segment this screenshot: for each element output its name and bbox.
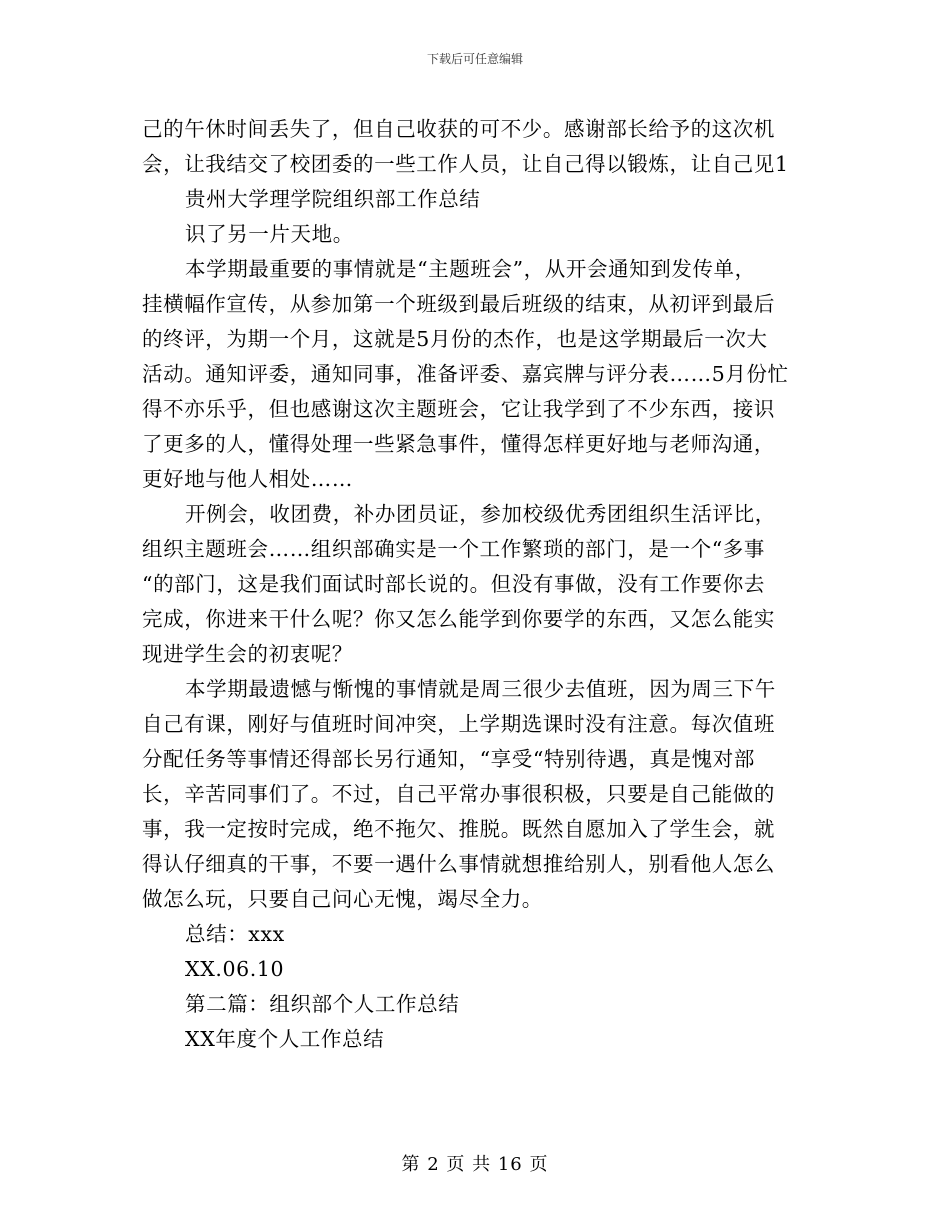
- body-line: 己的午休时间丢失了，但自己收获的可不少。感谢部长给予的这次机: [142, 117, 775, 141]
- paragraph-start: 本学期最遗憾与惭愧的事情就是周三很少去值班，因为周三下午: [185, 677, 776, 701]
- date-line: XX.06.10: [185, 957, 285, 981]
- body-line: “的部门，这是我们面试时部长说的。但没有事做，没有工作要你去: [142, 572, 765, 596]
- paragraph-start: 本学期最重要的事情就是“主题班会”，从开会通知到发传单，: [185, 257, 756, 281]
- header-text: 下载后可任意编辑: [426, 52, 523, 66]
- body-line: 完成，你进来干什么呢？你又怎么能学到你要学的东西，又怎么能实: [142, 607, 775, 631]
- paragraph-start: 开例会，收团费，补办团员证，参加校级优秀团组织生活评比，: [185, 502, 776, 526]
- page-number-text: 第 2 页 共 16 页: [401, 1154, 549, 1175]
- document-body: [142, 112, 810, 1057]
- body-line: 长，辛苦同事们了。不过，自己平常办事很积极，只要是自己能做的: [142, 782, 775, 806]
- body-line: 的终评，为期一个月，这就是5月份的杰作，也是这学期最后一次大: [142, 327, 768, 351]
- body-line: 组织主题班会……组织部确实是一个工作繁琐的部门，是一个“多事: [142, 537, 765, 561]
- body-line: 做怎么玩，只要自己问心无愧，竭尽全力。: [142, 887, 543, 911]
- body-line: 挂横幅作宣传，从参加第一个班级到最后班级的结束，从初评到最后: [142, 292, 775, 316]
- body-line: 更好地与他人相处……: [142, 467, 353, 491]
- body-line: 活动。通知评委，通知同事，准备评委、嘉宾牌与评分表……5月份忙: [142, 362, 789, 386]
- body-line: 现进学生会的初衷呢？: [142, 642, 353, 666]
- signature-line: 总结：xxx: [185, 922, 285, 946]
- body-line: 分配任务等事情还得部长另行通知，“享受“特别待遇，真是愧对部: [142, 747, 755, 771]
- section-title: XX年度个人工作总结: [185, 1027, 385, 1051]
- body-line: 了更多的人，懂得处理一些紧急事件，懂得怎样更好地与老师沟通，: [142, 432, 775, 456]
- body-line: 得认仔细真的干事，不要一遇什么事情就想推给别人，别看他人怎么: [142, 852, 775, 876]
- page-header: [0, 51, 950, 67]
- section-title: 贵州大学理学院组织部工作总结: [185, 187, 481, 211]
- body-line: 自己有课，刚好与值班时间冲突，上学期选课时没有注意。每次值班: [142, 712, 775, 736]
- body-line: 得不亦乐乎，但也感谢这次主题班会，它让我学到了不少东西，接识: [142, 397, 775, 421]
- body-line: 事，我一定按时完成，绝不拖欠、推脱。既然自愿加入了学生会，就: [142, 817, 775, 841]
- body-line: 会，让我结交了校团委的一些工作人员，让自己得以锻炼，让自己见1: [142, 152, 789, 176]
- page-footer: [0, 1154, 950, 1176]
- section-title: 第二篇：组织部个人工作总结: [185, 992, 460, 1016]
- body-line: 识了另一片天地。: [185, 222, 354, 246]
